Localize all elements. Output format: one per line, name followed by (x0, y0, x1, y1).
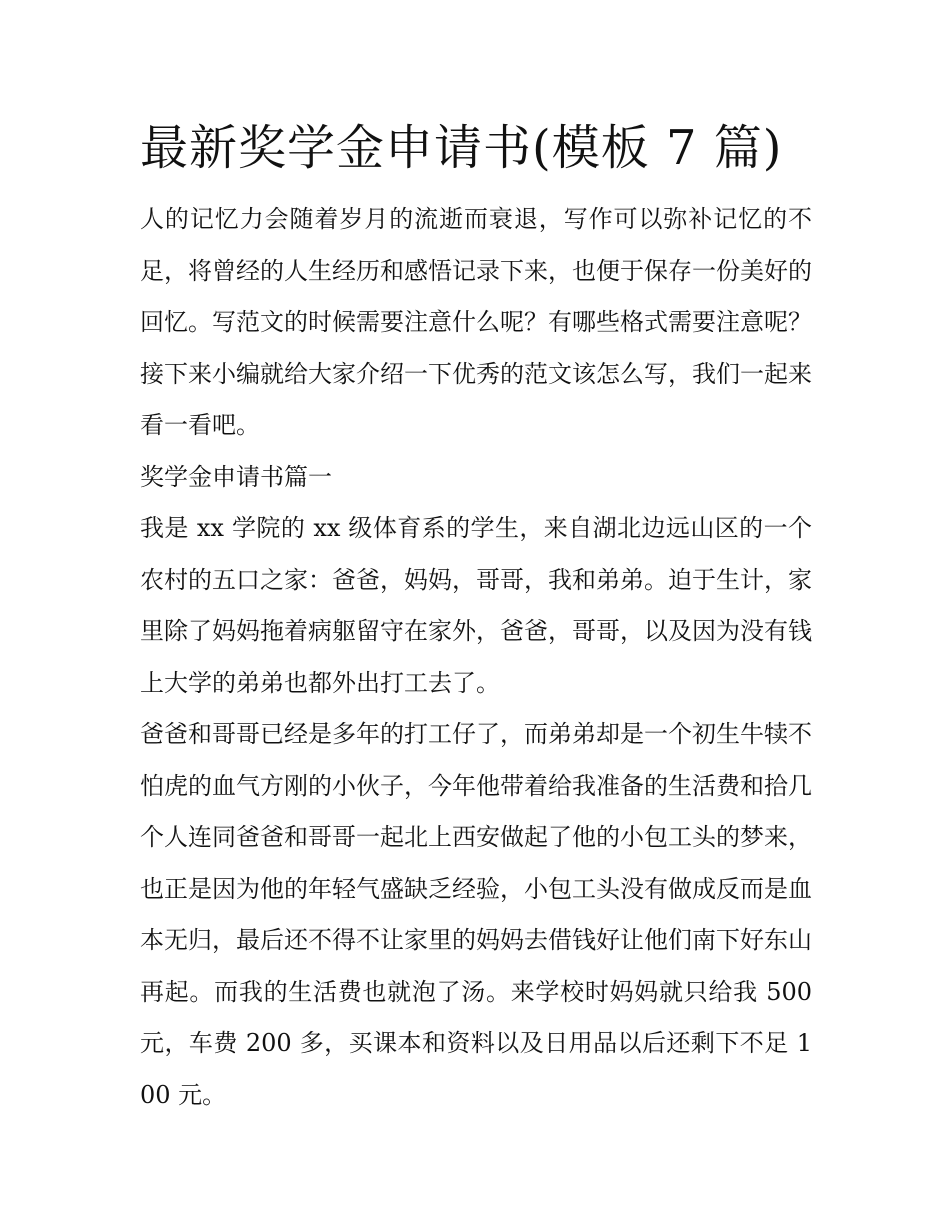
body-paragraph-1: 我是 xx 学院的 xx 级体育系的学生，来自湖北边远山区的一个农村的五口之家：爸爸，妈妈，哥哥，我和弟弟。迫于生计，家里除了妈妈拖着病躯留守在家外，爸爸，哥哥，以及因为没有钱上大学的弟弟也都外出打工去了。 (140, 514, 812, 697)
body-paragraph-2: 爸爸和哥哥已经是多年的打工仔了，而弟弟却是一个初生牛犊不怕虎的血气方刚的小伙子，今年他带着给我准备的生活费和拾几个人连同爸爸和哥哥一起北上西安做起了他的小包工头的梦来，也正是因为他的年轻气盛缺乏经验，小包工头没有做成反而是血本无归，最后还不得不让家里的妈妈去借钱好让他们南下好东山再起。而我的生活费也就泡了汤。来学校时妈妈就只给我 500 元，车费 200 多，买课本和资料以及日用品以后还剩下不足 100 元。 (140, 720, 812, 1109)
intro-paragraph: 人的记忆力会随着岁月的流逝而衰退，写作可以弥补记忆的不足，将曾经的人生经历和感悟记录下来，也便于保存一份美好的回忆。写范文的时候需要注意什么呢？有哪些格式需要注意呢？接下来小编就给大家介绍一下优秀的范文该怎么写，我们一起来看一看吧。 (140, 205, 812, 439)
document-title: 最新奖学金申请书(模板 7 篇) (140, 120, 783, 176)
section-heading: 奖学金申请书篇一 (140, 462, 332, 491)
document-page (140, 116, 812, 1121)
